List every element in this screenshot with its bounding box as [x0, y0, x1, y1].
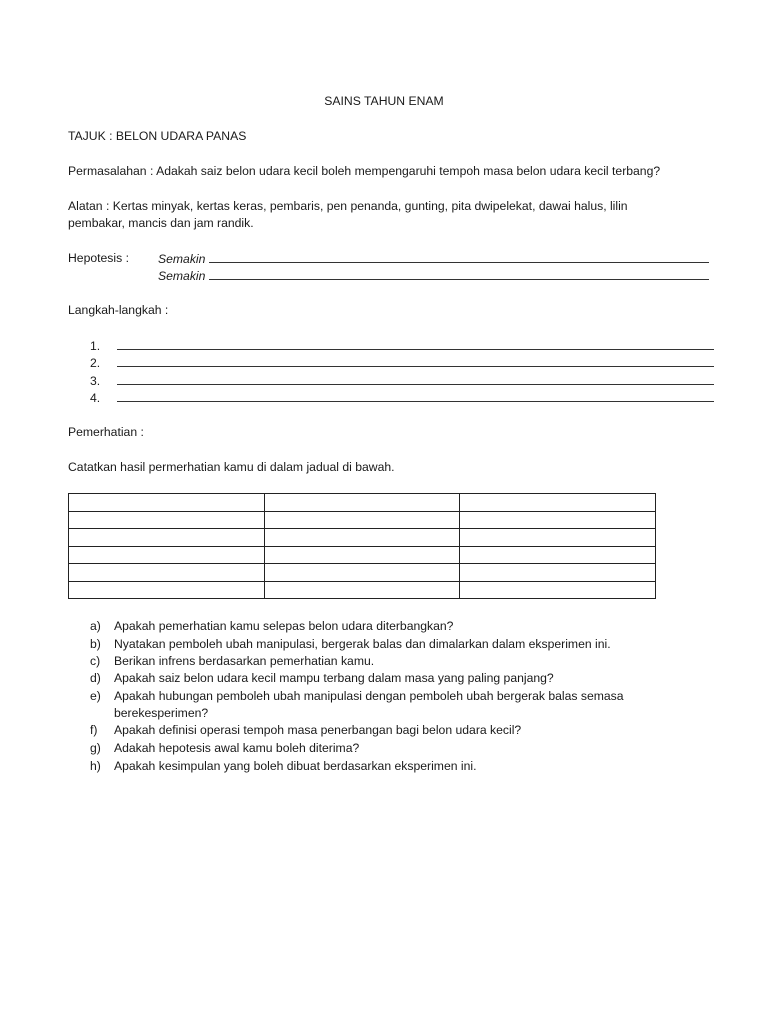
table-cell[interactable] — [264, 511, 460, 529]
table-cell[interactable] — [69, 511, 265, 529]
hypothesis-word-2: Semakin — [158, 269, 206, 283]
question-letter: a) — [90, 619, 101, 633]
table-cell[interactable] — [69, 564, 265, 582]
table-cell[interactable] — [264, 546, 460, 564]
table-row — [69, 564, 656, 582]
page-title: SAINS TAHUN ENAM — [324, 94, 444, 108]
hypothesis-line-1[interactable] — [158, 250, 709, 268]
table-cell[interactable] — [460, 546, 656, 564]
hypothesis-line-2[interactable] — [158, 267, 709, 285]
table-cell[interactable] — [460, 564, 656, 582]
table-cell[interactable] — [460, 494, 656, 512]
question-text: Adakah hepotesis awal kamu boleh diterima? — [114, 741, 360, 755]
question-text: Nyatakan pemboleh ubah manipulasi, bergerak balas dan dimalarkan dalam eksperimen ini. — [114, 637, 611, 651]
table-cell[interactable] — [69, 529, 265, 547]
table-cell[interactable] — [264, 494, 460, 512]
hypothesis-blank-2[interactable] — [209, 267, 709, 280]
step-blank[interactable] — [117, 337, 714, 350]
table-cell[interactable] — [69, 581, 265, 599]
table-cell[interactable] — [264, 529, 460, 547]
step-number: 2. — [90, 356, 101, 370]
table-cell[interactable] — [460, 529, 656, 547]
hypothesis-blank-1[interactable] — [209, 250, 709, 263]
hypothesis-word-1: Semakin — [158, 252, 206, 266]
table-row — [69, 581, 656, 599]
step-row-4[interactable] — [90, 389, 714, 407]
step-row-2[interactable] — [90, 354, 714, 372]
table-row — [69, 511, 656, 529]
hypothesis-label: Hepotesis : — [68, 251, 129, 265]
table-cell[interactable] — [460, 581, 656, 599]
step-number: 3. — [90, 374, 101, 388]
topic-heading: TAJUK : BELON UDARA PANAS — [68, 129, 247, 143]
question-text: Apakah saiz belon udara kecil mampu terbang dalam masa yang paling panjang? — [114, 671, 554, 685]
step-number: 1. — [90, 339, 101, 353]
question-letter: c) — [90, 654, 101, 668]
observation-label: Pemerhatian : — [68, 425, 144, 439]
question-text: Apakah pemerhatian kamu selepas belon udara diterbangkan? — [114, 619, 454, 633]
question-text: Apakah definisi operasi tempoh masa penerbangan bagi belon udara kecil? — [114, 723, 522, 737]
table-cell[interactable] — [460, 511, 656, 529]
step-blank[interactable] — [117, 354, 714, 367]
question-text: Apakah hubungan pemboleh ubah manipulasi dengan pemboleh ubah bergerak balas semasa berekesperimen? — [114, 689, 624, 720]
table-row — [69, 494, 656, 512]
question-text: Apakah kesimpulan yang boleh dibuat berdasarkan eksperimen ini. — [114, 759, 477, 773]
materials-line-2: pembakar, mancis dan jam randik. — [68, 216, 254, 230]
table-row — [69, 529, 656, 547]
problem-statement: Permasalahan : Adakah saiz belon udara kecil boleh mempengaruhi tempoh masa belon udara kecil terbang? — [68, 164, 661, 178]
step-number: 4. — [90, 391, 101, 405]
question-letter: b) — [90, 637, 101, 651]
question-text: Berikan infrens berdasarkan pemerhatian kamu. — [114, 654, 375, 668]
table-row — [69, 546, 656, 564]
materials-line-1: Alatan : Kertas minyak, kertas keras, pembaris, pen penanda, gunting, pita dwipelekat, dawai halus, lilin — [68, 199, 628, 213]
step-blank[interactable] — [117, 389, 714, 402]
question-letter: g) — [90, 741, 101, 755]
observation-table — [68, 493, 656, 599]
question-letter: d) — [90, 671, 101, 685]
question-letter: h) — [90, 759, 101, 773]
step-row-3[interactable] — [90, 372, 714, 390]
step-blank[interactable] — [117, 372, 714, 385]
table-cell[interactable] — [264, 581, 460, 599]
step-row-1[interactable] — [90, 337, 714, 355]
question-letter: f) — [90, 723, 98, 737]
observation-instruction: Catatkan hasil permerhatian kamu di dalam jadual di bawah. — [68, 460, 395, 474]
table-cell[interactable] — [264, 564, 460, 582]
table-cell[interactable] — [69, 494, 265, 512]
question-letter: e) — [90, 689, 101, 703]
steps-label: Langkah-langkah : — [68, 303, 169, 317]
table-cell[interactable] — [69, 546, 265, 564]
